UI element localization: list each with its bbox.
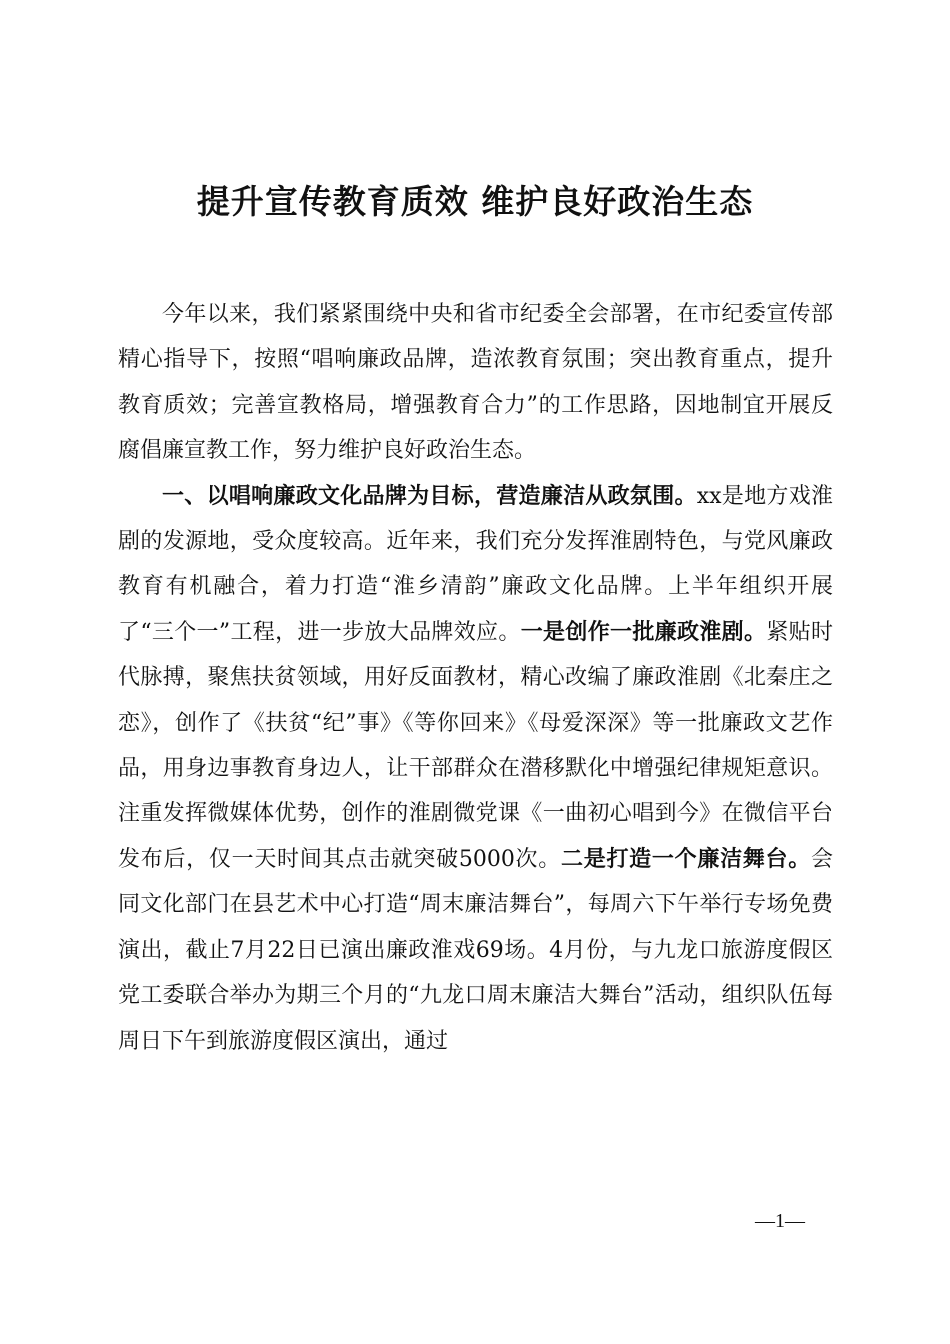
point-one-text: 紧贴时代脉搏，聚焦扶贫领域，用好反面教材，精心改编了廉政淮剧《北秦庄之恋》，创作了《扶贫“纪”事》《等你回来》《母爱深深》等一批廉政文艺作品，用身边事教育身边人，让干部群众在潜移默化中增强纪律规矩意识。注重发挥微媒体优势，创作的淮剧微党课《一曲初心唱到今》在微信平台发布后，仅一天时间其点击就突破5000次。: [118, 619, 833, 872]
section-one-paragraph: [118, 474, 833, 1064]
point-two-heading: 二是打造一个廉洁舞台。: [561, 845, 811, 872]
document-body: [118, 292, 833, 1064]
section-text: xx是地方戏淮剧的发源地，受众度较高。近年来，我们充分发挥淮剧特色，与党风廉政教育有机融合，着力打造“淮乡清韵”廉政文化品牌。上半年组织开展了“三个一”工程，进一步放大品牌效应。: [118, 483, 833, 645]
page-number: —1—: [755, 1210, 805, 1232]
intro-paragraph: 今年以来，我们紧紧围绕中央和省市纪委全会部署，在市纪委宣传部精心指导下，按照“唱响廉政品牌，造浓教育氛围；突出教育重点，提升教育质效；完善宣教格局，增强教育合力”的工作思路，因地制宜开展反腐倡廉宣教工作，努力维护良好政治生态。: [118, 302, 833, 464]
section-heading: 一、以唱响廉政文化品牌为目标，营造廉洁从政氛围。: [162, 482, 697, 509]
document-title: 提升宣传教育质效 维护良好政治生态: [196, 182, 754, 221]
point-two-text: 会同文化部门在县艺术中心打造“周末廉洁舞台”，每周六下午举行专场免费演出，截止7月22日已演出廉政淮戏69场。4月份，与九龙口旅游度假区党工委联合举办为期三个月的“九龙口周末廉洁大舞台”活动，组织队伍每周日下午到旅游度假区演出，通过: [118, 846, 833, 1054]
point-one-heading: 一是创作一批廉政淮剧。: [520, 618, 767, 645]
